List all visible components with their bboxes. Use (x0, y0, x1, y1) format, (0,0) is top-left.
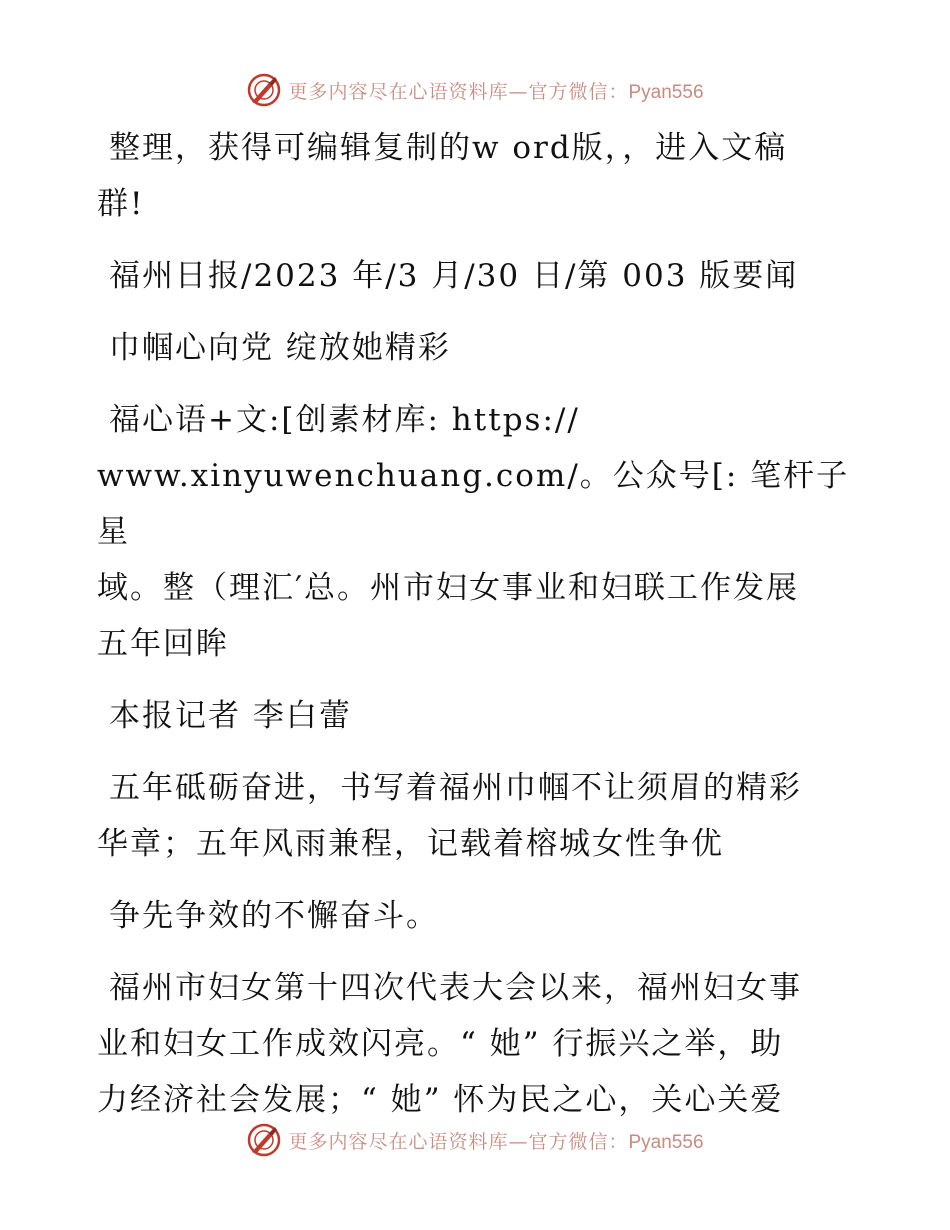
text-line: 福州市妇女第十四次代表大会以来，福州妇女事 (109, 970, 802, 1006)
source-line: 福州日报/2023 年/3 月/30 日/第 003 版要闻 (109, 258, 799, 294)
text-line: 力经济社会发展；“ 她” 怀为民之心，关心关爱 (97, 1082, 784, 1118)
pen-seal-icon (246, 1122, 282, 1158)
byline: 本报记者 李白蕾 (109, 698, 352, 734)
footer-watermark (0, 1120, 950, 1160)
header-watermark (0, 70, 950, 110)
wechat-id: Pyan556 (628, 1131, 704, 1153)
text-line: www.xinyuwenchuang.com/。公众号[: 笔杆子星 (97, 458, 850, 550)
wechat-id: Pyan556 (628, 81, 704, 103)
text-line: 群! (97, 186, 145, 222)
text-line: 整理，获得可编辑复制的w ord版，，进入文稿 (109, 130, 788, 166)
document-body (97, 120, 857, 1128)
text-line: 业和妇女工作成效闪亮。“ 她” 行振兴之举，助 (97, 1026, 784, 1062)
pen-seal-icon (246, 72, 282, 108)
text-line: 五年砥砺奋进，书写着福州巾帼不让须眉的精彩 (109, 770, 802, 806)
watermark-text: 更多内容尽在心语资料库—官方微信：Pyan556 (288, 80, 704, 103)
text-line: 福心语+文:[创素材库: https:// (109, 402, 580, 438)
watermark-text: 更多内容尽在心语资料库—官方微信：Pyan556 (288, 1130, 704, 1153)
text-line: 华章；五年风雨兼程，记载着榕城女性争优 (97, 826, 724, 862)
article-title: 巾帼心向党 绽放她精彩 (109, 330, 451, 366)
text-line: 域。整（理汇′总。州市妇女事业和妇联工作发展 (97, 570, 800, 606)
text-line: 五年回眸 (97, 626, 229, 662)
text-line: 争先争效的不懈奋斗。 (109, 898, 439, 934)
